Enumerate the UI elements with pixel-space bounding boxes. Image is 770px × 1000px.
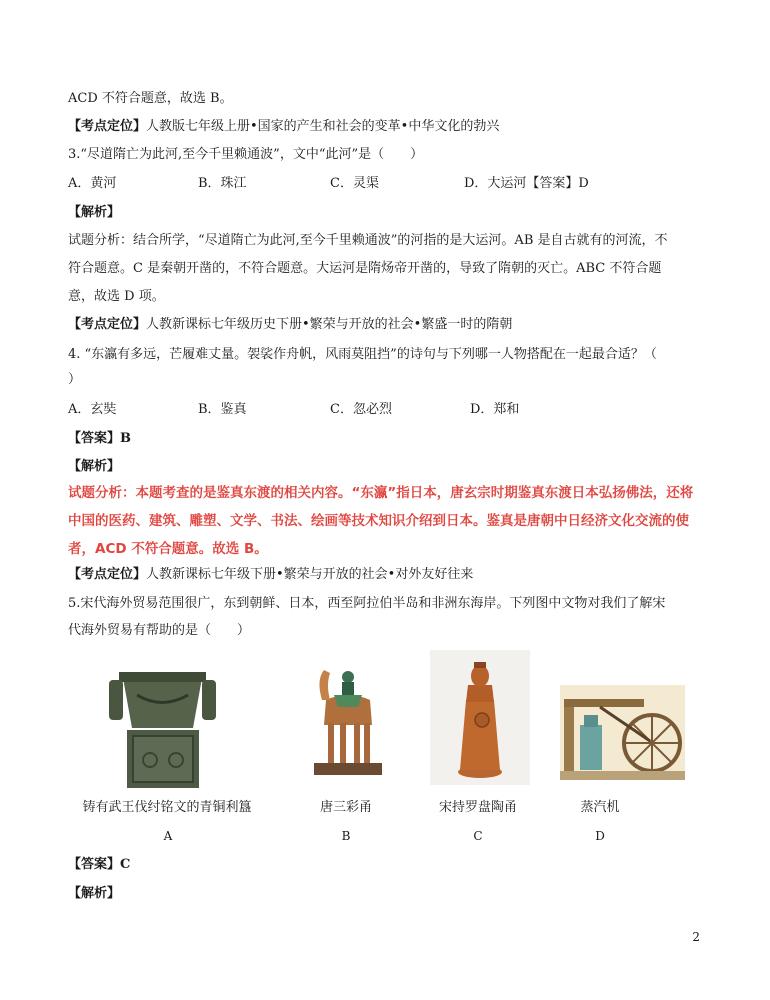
q4-option-c: C．忽必烈: [330, 402, 392, 417]
kaodian-line: [68, 118, 499, 136]
q4-jiexi-label: 【解析】: [68, 459, 121, 474]
bronze-vessel-image: [105, 660, 220, 790]
tang-sancai-camel-image: [308, 655, 388, 780]
figure-letter-d: D: [595, 829, 605, 843]
figure-letter-c: C: [473, 829, 483, 843]
q3-option-d-answer: D．大运河【答案】D: [464, 176, 589, 191]
question-4-stem-2: ）: [68, 372, 82, 387]
q4-analysis-line-2: 中国的医药、建筑、雕塑、文学、书法、绘画等技术知识介绍到日本。鉴真是唐朝中日经济文化交流的使: [68, 513, 689, 529]
q3-analysis-line-2: 符合题意。C 是秦朝开凿的，不符合题意。大运河是隋炀帝开凿的，导致了隋朝的灭亡。ABC 不符合题: [68, 261, 662, 276]
q3-jiexi-label: 【解析】: [68, 205, 121, 220]
question-4-stem-1: 4. “东瀛有多远，芒履难丈量。袈裟作舟帆，风雨莫阻挡”的诗句与下列哪一人物搭配在一起最合适？（: [68, 347, 657, 362]
song-compass-figurine-image: [430, 650, 530, 785]
kaodian-tag: 【考点定位】: [68, 119, 147, 134]
q4-option-d: D．郑和: [470, 402, 520, 417]
q4-option-b: B．鉴真: [198, 402, 247, 417]
kaodian-tag: 【考点定位】: [68, 567, 147, 582]
q4-kaodian-line: [68, 566, 473, 584]
page-number: 2: [692, 930, 700, 944]
figure-letter-a: A: [163, 829, 173, 843]
kaodian-text: 人教版七年级上册•国家的产生和社会的变革•中华文化的勃兴: [146, 119, 500, 134]
figure-letter-b: B: [341, 829, 351, 843]
q3-kaodian-line: [68, 316, 512, 334]
figure-caption-a: 铸有武王伐纣铭文的青铜利簋: [82, 800, 252, 815]
q3-option-c: C．灵渠: [330, 176, 379, 191]
q3-analysis-line-1: 试题分析：结合所学，“尽道隋亡为此河,至今千里赖通波”的河指的是大运河。AB 是自古就有的河流，不: [68, 233, 668, 248]
question-5-stem-2: 代海外贸易有帮助的是（ ）: [68, 623, 251, 638]
figure-caption-d: 蒸汽机: [580, 800, 620, 815]
question-5-stem-1: 5.宋代海外贸易范围很广，东到朝鲜、日本，西至阿拉伯半岛和非洲东海岸。下列图中文物对我们了解宋: [68, 596, 666, 611]
steam-engine-image: [560, 685, 685, 780]
q4-option-a: A．玄奘: [68, 402, 117, 417]
question-3-stem: 3.“尽道隋亡为此河,至今千里赖通波”，文中“此河”是（ ）: [68, 147, 424, 162]
q3-option-b: B．珠江: [198, 176, 247, 191]
q3-analysis-line-3: 意，故选 D 项。: [68, 289, 165, 304]
q3-option-a: A．黄河: [68, 176, 117, 191]
kaodian-tag: 【考点定位】: [68, 317, 147, 332]
text-line: ACD 不符合题意，故选 B。: [68, 91, 233, 106]
figure-caption-c: 宋持罗盘陶甬: [438, 800, 517, 815]
q4-answer: 【答案】B: [68, 431, 131, 446]
kaodian-text: 人教新课标七年级下册•繁荣与开放的社会•对外友好往来: [146, 567, 474, 582]
figure-caption-b: 唐三彩甬: [319, 800, 372, 815]
kaodian-text: 人教新课标七年级历史下册•繁荣与开放的社会•繁盛一时的隋朝: [146, 317, 513, 332]
q5-answer: 【答案】C: [68, 857, 131, 872]
q4-analysis-line-1: 试题分析：本题考查的是鉴真东渡的相关内容。“东瀛”指日本，唐玄宗时期鉴真东渡日本弘扬佛法，还将: [68, 485, 694, 501]
q5-jiexi-label: 【解析】: [68, 886, 121, 901]
q4-analysis-line-3: 者，ACD 不符合题意。故选 B。: [68, 541, 268, 557]
